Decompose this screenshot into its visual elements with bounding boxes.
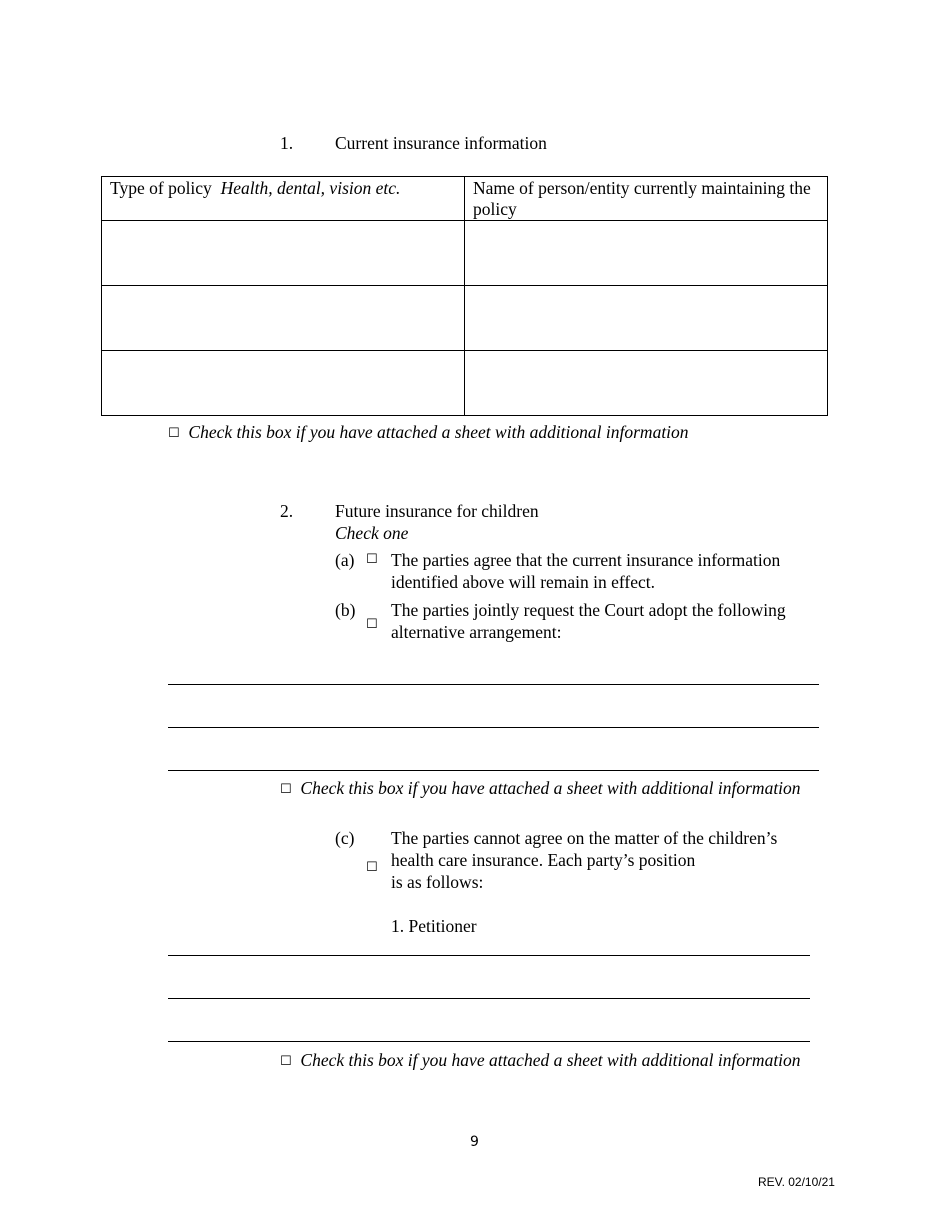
option-b-checkbox[interactable]: ☐ [366,617,378,632]
policy-holder-cell[interactable] [465,286,828,351]
attach-sheet-row-2 [280,778,801,799]
attach-sheet-checkbox-3[interactable]: ☐ [280,1054,292,1069]
option-a-checkbox[interactable]: ☐ [366,552,378,567]
attach-sheet-note-2: Check this box if you have attached a sheet with additional information [300,778,801,798]
col1-header-label: Type of policy [110,178,212,198]
policy-holder-cell[interactable] [465,351,828,416]
col1-header-hint: Health, dental, vision etc. [220,178,401,198]
option-c-text-line1: The parties cannot agree on the matter of the children’s [391,828,778,848]
option-a-text-line2: identified above will remain in effect. [391,572,656,592]
option-c-text-line2: health care insurance. Each party’s position [391,850,696,870]
option-c-letter: (c) [335,828,355,848]
option-c-text-line3: is as follows: [391,872,484,892]
attach-sheet-note-1: Check this box if you have attached a sheet with additional information [188,422,689,442]
policy-type-cell[interactable] [102,351,465,416]
petitioner-position-line[interactable] [168,1041,810,1042]
attach-sheet-row-3 [280,1050,801,1071]
section2-title: Future insurance for children [335,501,539,521]
petitioner-position-line[interactable] [168,998,810,999]
arrangement-line[interactable] [168,684,819,685]
option-a-letter: (a) [335,550,355,570]
table-row [102,221,828,286]
page-number: 9 [470,1134,479,1150]
option-a-text-line1: The parties agree that the current insurance information [391,550,781,570]
attach-sheet-checkbox-2[interactable]: ☐ [280,782,292,797]
option-b-text-line2: alternative arrangement: [391,622,562,642]
col2-header-label: Name of person/entity currently maintaining the policy [473,178,811,219]
option-b-letter: (b) [335,600,356,620]
table-row [102,351,828,416]
policy-holder-cell[interactable] [465,221,828,286]
col1-header [102,177,465,221]
section1-number: 1. [280,133,294,153]
policy-type-cell[interactable] [102,286,465,351]
table-row [102,286,828,351]
table-header-row [102,177,828,221]
option-c-checkbox[interactable]: ☐ [366,860,378,875]
insurance-table [101,176,828,416]
option-b-text-line1: The parties jointly request the Court adopt the following [391,600,786,620]
arrangement-line[interactable] [168,727,819,728]
attach-sheet-checkbox-1[interactable]: ☐ [168,426,180,441]
attach-sheet-row-1 [168,422,689,443]
check-one-instruction: Check one [335,523,409,543]
col2-header [465,177,828,221]
attach-sheet-note-3: Check this box if you have attached a sheet with additional information [300,1050,801,1070]
arrangement-line[interactable] [168,770,819,771]
petitioner-label: 1. Petitioner [391,916,477,936]
policy-type-cell[interactable] [102,221,465,286]
revision-date: REV. 02/10/21 [758,1175,835,1189]
petitioner-position-line[interactable] [168,955,810,956]
section1-title: Current insurance information [335,133,547,153]
section2-number: 2. [280,501,294,521]
